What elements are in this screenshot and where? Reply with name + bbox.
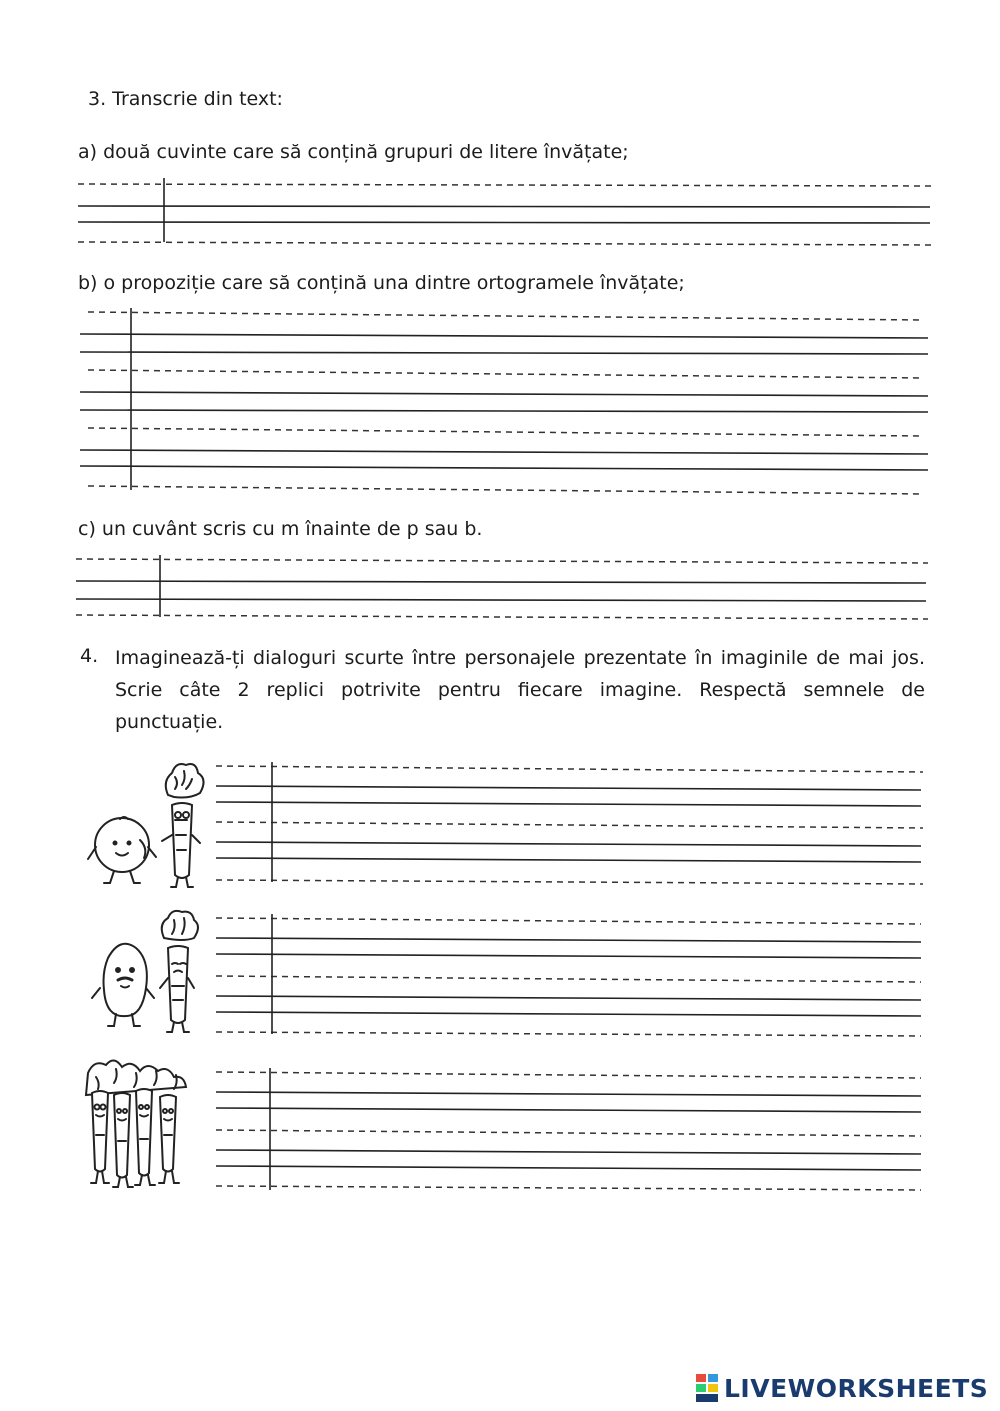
exercise-3a-prompt: a) două cuvinte care să conțină grupuri de litere învățate;	[78, 141, 629, 163]
exercise-4-instructions: Imaginează-ți dialoguri scurte între personajele prezentate în imaginile de mai jos. Scrie câte 2 replici potrivite pentru fiecare imagine. Respectă semnele de punctuație.	[115, 647, 925, 733]
writing-lines-3b[interactable]	[80, 308, 932, 498]
carrot-group-picture	[82, 1055, 212, 1195]
writing-lines-dialog-3[interactable]	[216, 1068, 926, 1193]
potato-and-carrot-picture	[88, 908, 208, 1038]
exercise-4-number: 4.	[80, 645, 99, 667]
exercise-3b-prompt: b) o propoziție care să conțină una dintre ortogramele învățate;	[78, 272, 685, 294]
writing-lines-3c[interactable]	[76, 553, 931, 623]
liveworksheets-logo-icon	[696, 1374, 718, 1402]
liveworksheets-brand-text: LIVEWORKSHEETS	[724, 1373, 989, 1403]
exercise-3c-prompt: c) un cuvânt scris cu m înainte de p sau b.	[78, 518, 483, 540]
exercise-3-title: 3. Transcrie din text:	[88, 88, 283, 110]
liveworksheets-watermark[interactable]	[696, 1373, 988, 1403]
writing-lines-3a[interactable]	[78, 178, 933, 248]
writing-lines-dialog-1[interactable]	[216, 762, 926, 887]
writing-lines-dialog-2[interactable]	[216, 914, 926, 1039]
onion-and-carrot-picture	[80, 755, 210, 890]
